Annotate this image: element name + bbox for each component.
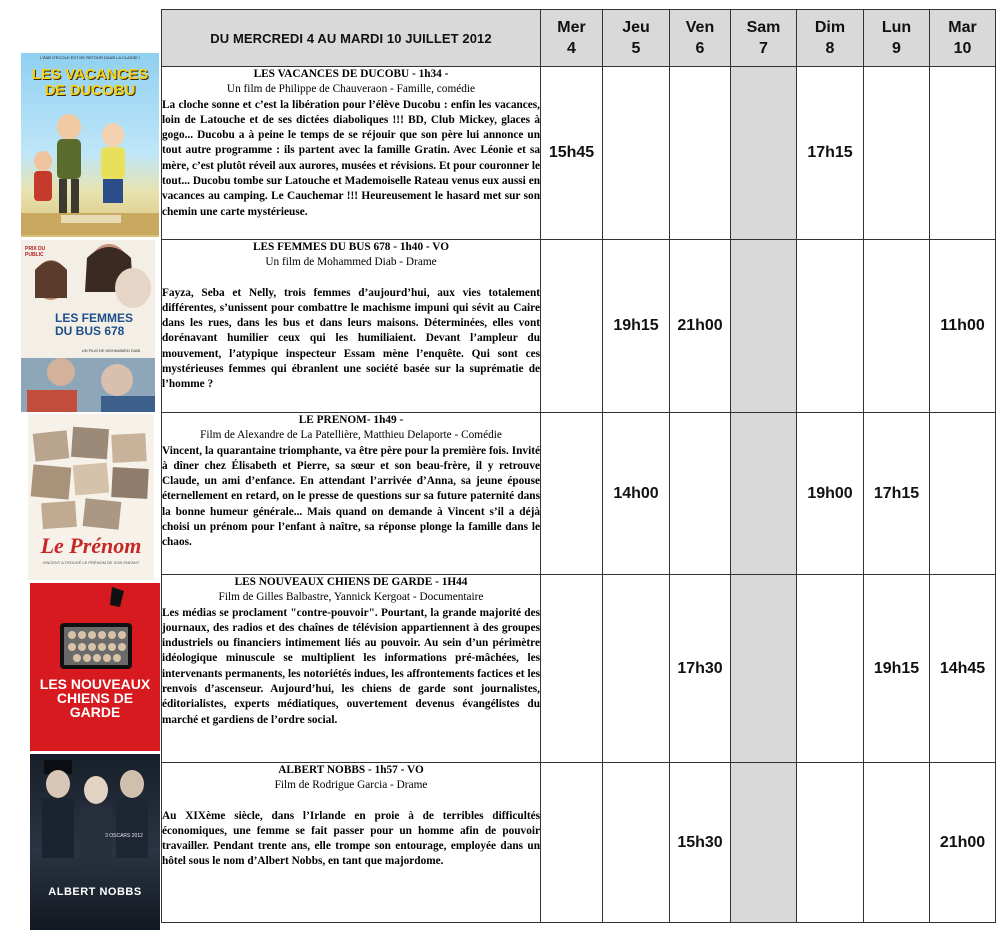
day-number: 6 bbox=[695, 40, 705, 57]
film-row-femmes-bus bbox=[162, 240, 996, 413]
showtime-dim: 17h15 bbox=[797, 67, 864, 240]
schedule-header-row bbox=[162, 10, 996, 67]
showtime-sam bbox=[731, 763, 797, 923]
day-name: Mar bbox=[948, 19, 977, 36]
film-title: LES NOUVEAUX CHIENS DE GARDE - 1H44 bbox=[234, 576, 468, 588]
day-header-sam bbox=[731, 10, 797, 67]
day-number: 5 bbox=[631, 40, 641, 57]
showtime-lun: 17h15 bbox=[864, 413, 930, 575]
day-name: Sam bbox=[746, 19, 781, 36]
day-name: Lun bbox=[881, 19, 912, 36]
film-description bbox=[162, 67, 541, 240]
poster-femmes-prize: PRIX DU PUBLIC bbox=[25, 246, 46, 258]
poster-albert-nobbs bbox=[30, 754, 160, 930]
poster-prenom bbox=[28, 414, 154, 580]
showtime-jeu: 19h15 bbox=[603, 240, 670, 413]
film-synopsis: Les médias se proclament "contre-pouvoir". Pourtant, la grande majorité des journaux, des radios et des chaînes de télévision appartiennent à des groupes industriels ou financiers intimement liés au pouvoir. Au sein d’un périmètre idéologique minuscule se multiplient les informations pré-mâchées, les intervenants permanents, les notoriétés indues, les affrontements factices et les renvois d’ascenseur. Aujourd’hui, les chiens de garde sont journalistes, éditorialistes, experts médiatiques, ouvertement devenus évangélistes du marché et gardiens de l’ordre social. bbox=[162, 606, 540, 726]
showtime-mar: 21h00 bbox=[930, 763, 996, 923]
film-synopsis: Au XIXème siècle, dans l’Irlande en proie à de terribles difficultés économiques, une femme se fait passer pour un homme afin de pouvoir travailler. Pendant trente ans, elle trompe son entourage, employée dans un hôtel sous le nom d’Albert Nobbs, en tant que majordome. bbox=[162, 809, 540, 868]
poster-chiens-title: LES NOUVEAUX CHIENS DE GARDE bbox=[39, 676, 151, 720]
day-number: 10 bbox=[953, 40, 972, 57]
showtime-dim bbox=[797, 575, 864, 763]
day-number: 7 bbox=[759, 40, 768, 57]
film-description bbox=[162, 240, 541, 413]
day-header-dim bbox=[797, 10, 864, 67]
showtime-mar bbox=[930, 413, 996, 575]
showtime-ven bbox=[670, 67, 731, 240]
showtime-lun: 19h15 bbox=[864, 575, 930, 763]
poster-femmes-title: LES FEMMES DU BUS 678 bbox=[55, 311, 134, 338]
film-credit: Un film de Philippe de Chauveraon - Famille, comédie bbox=[226, 83, 476, 96]
showtime-mer bbox=[541, 413, 603, 575]
poster-albert-oscars: 3 OSCARS 2012 bbox=[105, 833, 143, 839]
showtime-lun bbox=[864, 240, 930, 413]
schedule-table bbox=[161, 9, 996, 923]
spacer bbox=[162, 271, 540, 286]
day-header-jeu bbox=[603, 10, 670, 67]
showtime-sam bbox=[731, 240, 797, 413]
showtime-mer bbox=[541, 240, 603, 413]
film-row-chiens-de-garde bbox=[162, 575, 996, 763]
showtime-dim: 19h00 bbox=[797, 413, 864, 575]
showtime-jeu bbox=[603, 763, 670, 923]
spacer bbox=[162, 794, 540, 809]
poster-chiens bbox=[30, 583, 160, 751]
poster-femmes-bus bbox=[21, 240, 155, 412]
showtime-ven: 15h30 bbox=[670, 763, 731, 923]
poster-ducobu-figures bbox=[21, 105, 159, 235]
period-header: DU MERCREDI 4 AU MARDI 10 JUILLET 2012 bbox=[162, 10, 541, 67]
poster-ducobu-title: LES VACANCES DE DUCOBU bbox=[31, 66, 149, 99]
showtime-ven: 21h00 bbox=[670, 240, 731, 413]
film-synopsis: Fayza, Seba et Nelly, trois femmes d’aujourd’hui, aux vies totalement différentes, s’unissent pour combattre le machisme impuni qui sévit au Caire dans les rues, dans les bus et dans leurs maisons. Déterminées, elles vont dorénavant humilier ceux qui les humiliaient. Devant l’ampleur du mouvement, l’atypique inspecteur Essam mène l’enquête. Qui sont ces mystérieuses femmes qui ébranlent une société basée sur la suprématie de l’homme ? bbox=[162, 286, 540, 391]
poster-prenom-photos bbox=[28, 426, 154, 536]
film-description bbox=[162, 575, 541, 763]
showtime-lun bbox=[864, 67, 930, 240]
day-name: Ven bbox=[685, 19, 715, 36]
showtime-mar: 14h45 bbox=[930, 575, 996, 763]
film-row-albert-nobbs bbox=[162, 763, 996, 923]
showtime-mar: 11h00 bbox=[930, 240, 996, 413]
showtime-ven: 17h30 bbox=[670, 575, 731, 763]
day-name: Dim bbox=[814, 19, 846, 36]
day-header-mer bbox=[541, 10, 603, 67]
showtime-mer bbox=[541, 575, 603, 763]
showtime-mar bbox=[930, 67, 996, 240]
film-title: LES FEMMES DU BUS 678 - 1h40 - VO bbox=[252, 241, 450, 253]
poster-prenom-credit: VINCENT A TROUVÉ LE PRÉNOM DE SON ENFANT bbox=[42, 560, 140, 565]
film-title: LES VACANCES DE DUCOBU - 1h34 - bbox=[253, 68, 449, 80]
day-header-lun bbox=[864, 10, 930, 67]
film-description bbox=[162, 413, 541, 575]
film-title: ALBERT NOBBS - 1h57 - VO bbox=[278, 764, 424, 776]
day-name: Jeu bbox=[622, 19, 650, 36]
poster-ducobu bbox=[21, 53, 159, 237]
showtime-jeu bbox=[603, 575, 670, 763]
showtime-sam bbox=[731, 67, 797, 240]
poster-chiens-tv bbox=[30, 587, 160, 677]
showtime-lun bbox=[864, 763, 930, 923]
film-credit: Film de Gilles Balbastre, Yannick Kergoat - Documentaire bbox=[218, 591, 484, 604]
showtime-jeu: 14h00 bbox=[603, 413, 670, 575]
film-synopsis: La cloche sonne et c’est la libération pour l’élève Ducobu : enfin les vacances, loin de Latouche et de ses dictées diaboliques !!! BD, Club Mickey, glaces à gogo... Ducobu a à peine le temps de se réjouir que son père lui annonce un tout autre programme : ils partent avec la famille Gratin. Avec Léonie et sa mère, c’est plutôt réveil aux aurores, musées et révisions. Et pour couronner le tout... Ducobu tombe sur Latouche et Mademoiselle Rateau venus eux aussi en vacances au camping. Le Cauchemar !!! Heureusement le hasard met sur son chemin une carte mystérieuse. bbox=[162, 98, 540, 218]
poster-ducobu-tagline: L'ÂNE D'ÉCOLE EST DE RETOUR DANS LA CLASSE ! bbox=[39, 55, 141, 60]
film-row-prenom bbox=[162, 413, 996, 575]
showtime-sam bbox=[731, 413, 797, 575]
film-title: LE PRENOM- 1h49 - bbox=[298, 414, 404, 426]
day-number: 8 bbox=[825, 40, 835, 57]
day-number: 4 bbox=[567, 40, 576, 57]
showtime-mer bbox=[541, 763, 603, 923]
posters-column bbox=[0, 0, 160, 933]
showtime-mer: 15h45 bbox=[541, 67, 603, 240]
showtime-dim bbox=[797, 240, 864, 413]
poster-albert-figures bbox=[30, 756, 160, 876]
day-number: 9 bbox=[892, 40, 901, 57]
film-credit: Film de Alexandre de La Patellière, Matthieu Delaporte - Comédie bbox=[200, 429, 502, 442]
showtime-sam bbox=[731, 575, 797, 763]
film-credit: Film de Rodrigue Garcia - Drame bbox=[274, 779, 428, 792]
showtime-ven bbox=[670, 413, 731, 575]
poster-albert-title: ALBERT NOBBS bbox=[48, 886, 142, 898]
film-row-ducobu bbox=[162, 67, 996, 240]
film-synopsis: Vincent, la quarantaine triomphante, va être père pour la première fois. Invité à dîner chez Élisabeth et Pierre, sa sœur et son beau-frère, il y retrouve Claude, un ami d’enfance. En attendant l’arrivée d’Anna, sa jeune épouse éternellement en retard, on le presse de questions sur sa future paternité dans la bonne humeur générale... Mais quand on demande à Vincent s’il a déjà choisi un prénom pour l’enfant à naître, sa réponse plonge la famille dans le chaos. bbox=[162, 444, 540, 549]
showtime-jeu bbox=[603, 67, 670, 240]
showtime-dim bbox=[797, 763, 864, 923]
film-credit: Un film de Mohammed Diab - Drame bbox=[265, 256, 437, 269]
day-header-mar bbox=[930, 10, 996, 67]
poster-prenom-title: Le Prénom bbox=[40, 533, 142, 558]
day-name: Mer bbox=[557, 19, 586, 36]
film-description bbox=[162, 763, 541, 923]
day-header-ven bbox=[670, 10, 731, 67]
poster-femmes-credit: UN FILM DE MOHAMMED DIAB bbox=[81, 348, 141, 353]
